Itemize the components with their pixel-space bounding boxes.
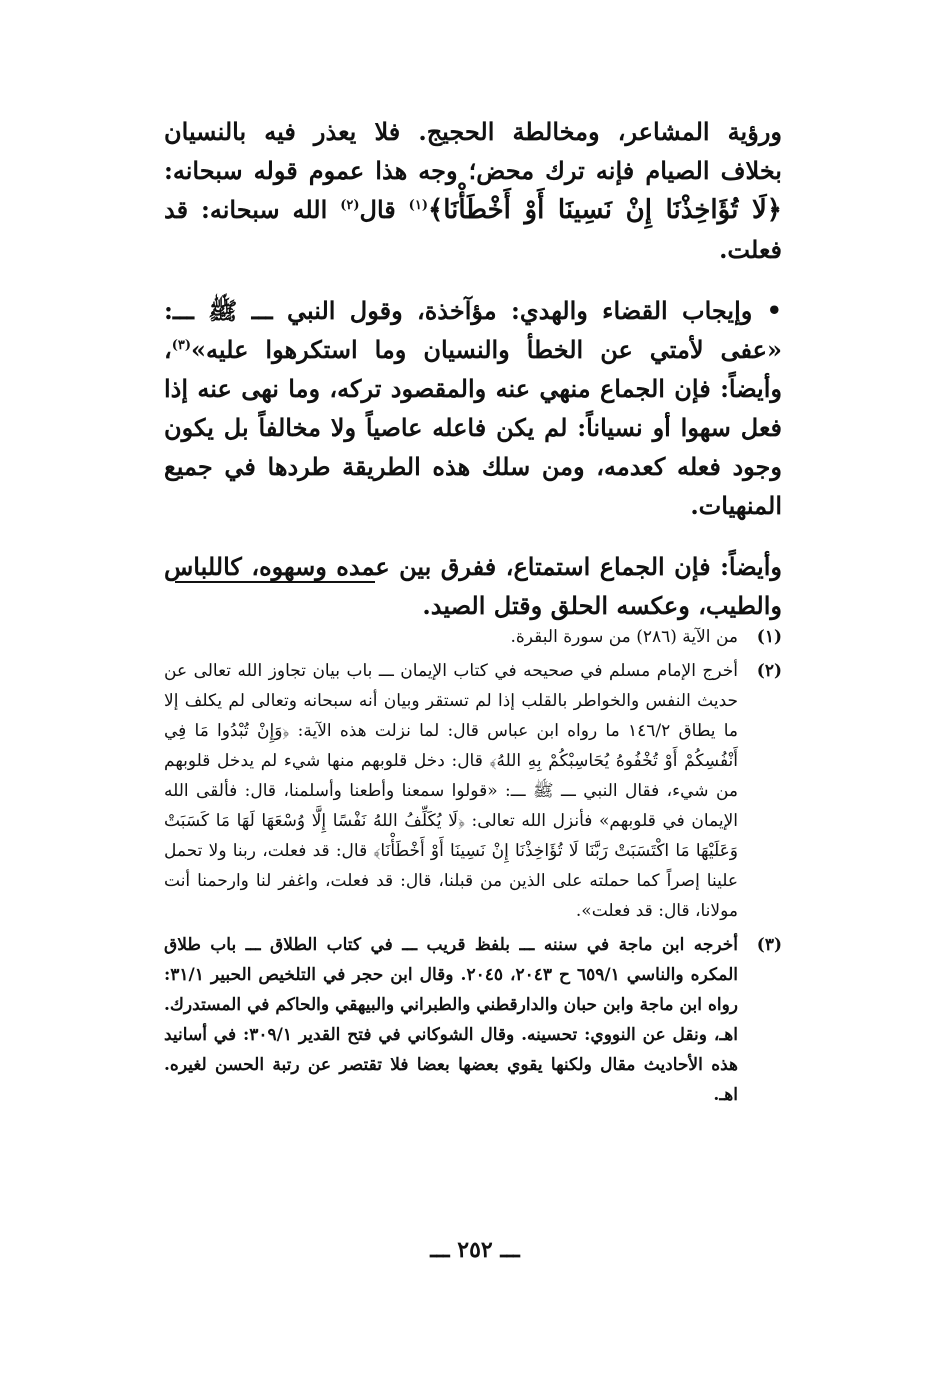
quran-verse: ﴿لَا تُؤَاخِذْنَا إِنْ نَسِينَا أَوْ أَخْطَأْنَا﴾ <box>427 195 783 225</box>
footnote-number: (٢) <box>756 661 782 681</box>
footnote-2 <box>164 656 782 926</box>
paragraph-2: • وإيجاب القضاء والهدي: مؤآخذة، وقول النبي ـــ ﷺ ـــ: «عفى لأمتي عن الخطأ والنسيان وما استكرهوا عليه»$^{(٣)}$، وأيضاً: فإن الجماع منهي عنه والمقصود تركه، وما نهى عنه إذا فعل سهوا أو نسياناً: لم يكن فاعله عاصياً ولا مخالفاً بل يكون وجود فعله كعدمه، ومن سلك هذه الطريقة طردها في جميع المنهيات. <box>164 296 782 520</box>
footnote-text: من الآية (٢٨٦) من سورة البقرة. <box>510 627 738 647</box>
paragraph-3: وأيضاً: فإن الجماع استمتاع، ففرق بين عمده وسهوه، كاللباس والطيب، وعكسه الحلق وقتل الصيد. <box>164 552 782 620</box>
footnote-number: (١) <box>756 627 782 647</box>
footnote-text: أخرج الإمام مسلم في صحيحه في كتاب الإيمان ـــ باب بيان تجاوز الله تعالى عن حديث النفس والخواطر بالقلب إذا لم تستقر وبيان أنه سبحانه وتعالى لم يكلف إلا ما يطاق ١٤٦/٢ ما رواه ابن عباس قال: لما نزلت هذه الآية: ﴿وَإِنْ تُبْدُوا مَا فِي أَنْفُسِكُمْ أَوْ تُخْفُوهُ يُحَاسِبْكُمْ بِهِ اللهُ﴾ قال: دخل قلوبهم منها شيء لم يدخل قلوبهم من شيء، فقال النبي ـــ ﷺ ـــ: «قولوا سمعنا وأطعنا وأسلمنا، قال: فألقى الله الإيمان في قلوبهم» فأنزل الله تعالى: ﴿لَا يُكَلِّفُ اللهُ نَفْسًا إِلَّا وُسْعَهَا لَهَا مَا كَسَبَتْ وَعَلَيْهَا مَا اكْتَسَبَتْ رَبَّنَا لَا تُؤَاخِذْنَا إِنْ نَسِينَا أَوْ أَخْطَأْنَا﴾ قال: قد فعلت، ربنا ولا تحمل علينا إصراً كما حملته على الذين من قبلنا، قال: قد فعلت، واغفر لنا وارحمنا أنت مولانا، قال: قد فعلت». <box>164 661 739 921</box>
footnote-ref-3: (٣) <box>171 338 192 353</box>
main-text <box>164 112 782 647</box>
paragraph-1: ورؤية المشاعر، ومخالطة الحجيج. فلا يعذر فيه بالنسيان بخلاف الصيام فإنه ترك محض؛ وجه هذا عموم قوله سبحانه: ﴿لَا تُؤَاخِذْنَا إِنْ نَسِينَا أَوْ أَخْطَأْنَا﴾$^{(١)}$ قال$^{(٢)}$ الله سبحانه: قد فعلت. <box>164 117 783 264</box>
footnote-divider <box>175 581 375 583</box>
footnote-3 <box>164 930 782 1110</box>
footnotes <box>164 622 782 1114</box>
page-number: ـــ ٢٥٢ ـــ <box>430 1237 520 1263</box>
footnote-1 <box>164 622 782 652</box>
footnote-text: أخرجه ابن ماجة في سننه ـــ بلفظ قريب ـــ في كتاب الطلاق ـــ باب طلاق المكره والناسي ٦٥٩/١ ح ٢٠٤٣، ٢٠٤٥. وقال ابن حجر في التلخيص الحبير ٣١/١: رواه ابن ماجة وابن حبان والدارقطني والطبراني والبيهقي والحاكم في المستدرك. اهـ، ونقل عن النووي: تحسينه. وقال الشوكاني في فتح القدير ٣٠٩/١: في أسانيد هذه الأحاديث مقال ولكنها يقوي بعضها بعضا فلا تقتصر عن رتبة الحسن لغيره. اهـ. <box>164 935 738 1105</box>
footnote-ref-2: (٢) <box>340 198 360 213</box>
footnote-ref-1: (١) <box>408 198 428 213</box>
footnote-number: (٣) <box>756 935 782 955</box>
